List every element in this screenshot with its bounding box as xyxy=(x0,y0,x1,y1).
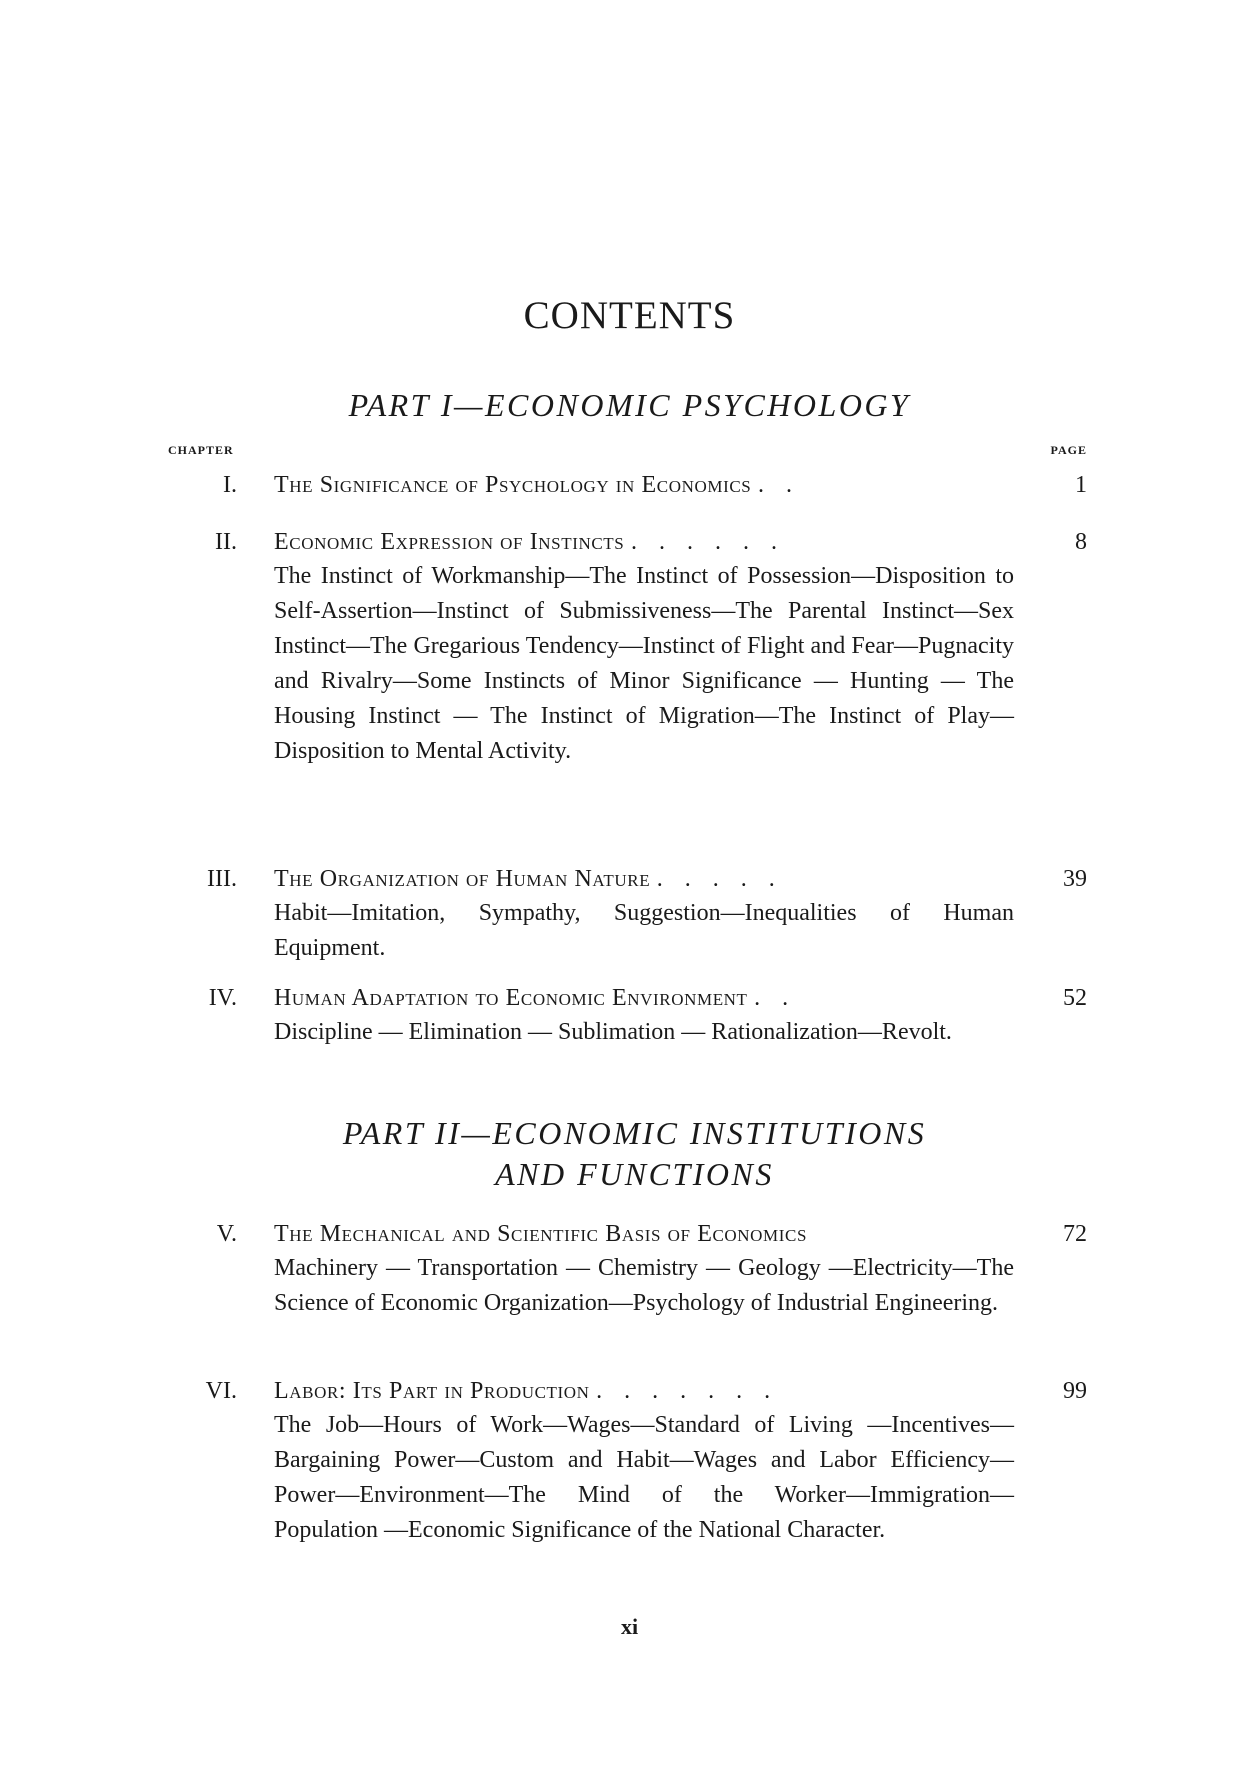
part-2-heading-line-2: AND FUNCTIONS xyxy=(495,1156,774,1192)
chapter-page-number: 8 xyxy=(1075,529,1087,555)
chapter-number: IV. xyxy=(208,985,237,1011)
chapter-column-header: CHAPTER xyxy=(168,443,234,457)
page-title: CONTENTS xyxy=(523,294,736,337)
dot-leader: . . . . . . xyxy=(630,529,785,555)
chapter-number: V. xyxy=(216,1221,237,1247)
chapter-number: I. xyxy=(223,472,237,498)
chapter-page-number: 99 xyxy=(1063,1378,1087,1404)
chapter-description: Habit—Imitation, Sympathy, Suggestion—Inequalities of Human Equipment. xyxy=(274,900,1014,961)
chapter-description: Machinery — Transportation — Chemistry — Geology —Electricity—The Science of Economic Organization—Psychology of Industrial Engineering. xyxy=(274,1255,1014,1316)
part-2-heading xyxy=(0,1113,1259,1195)
chapter-description: Discipline — Elimination — Sublimation — Rationalization—Revolt. xyxy=(274,1019,952,1045)
part-2-heading-line-1: PART II—ECONOMIC INSTITUTIONS xyxy=(342,1115,927,1151)
chapter-heading: The Organization of Human Nature . . . . . xyxy=(274,866,783,892)
chapter-heading: The Significance of Psychology in Economics . . xyxy=(274,472,800,498)
page-folio: xi xyxy=(620,1614,639,1639)
chapter-number: II. xyxy=(215,529,237,555)
chapter-heading: Human Adaptation to Economic Environment . . xyxy=(274,985,797,1011)
chapter-number: III. xyxy=(207,866,237,892)
chapter-number: VI. xyxy=(205,1378,237,1404)
chapter-page-number: 72 xyxy=(1063,1221,1087,1247)
chapter-description: The Job—Hours of Work—Wages—Standard of Living —Incentives—Bargaining Power—Custom and Habit—Wages and Labor Efficiency—Power—Environment—The Mind of the Worker—Immigration—Population —Economic Significance of the National Character. xyxy=(274,1412,1014,1543)
chapter-page-number: 1 xyxy=(1075,472,1087,498)
part-1-heading: PART I—ECONOMIC PSYCHOLOGY xyxy=(348,387,911,423)
chapter-heading: The Mechanical and Scientific Basis of Economics xyxy=(274,1221,808,1247)
page-column-header: PAGE xyxy=(1050,443,1087,457)
chapter-page-number: 52 xyxy=(1063,985,1087,1011)
dot-leader: . . xyxy=(757,472,800,498)
dot-leader: . . . . . . . xyxy=(596,1378,779,1404)
dot-leader: . . xyxy=(754,985,797,1011)
chapter-description: The Instinct of Workmanship—The Instinct of Possession—Disposition to Self-Assertion—Instinct of Submissiveness—The Parental Instinct—Sex Instinct—The Gregarious Tendency—Instinct of Flight and Fear—Pugnacity and Rivalry—Some Instincts of Minor Significance — Hunting — The Housing Instinct — The Instinct of Migration—The Instinct of Play—Disposition to Mental Activity. xyxy=(274,563,1014,764)
chapter-page-number: 39 xyxy=(1063,866,1087,892)
dot-leader: . . . . . xyxy=(656,866,783,892)
chapter-heading: Labor: Its Part in Production . . . . . . . xyxy=(274,1378,779,1404)
chapter-heading: Economic Expression of Instincts . . . . . . xyxy=(274,529,785,555)
